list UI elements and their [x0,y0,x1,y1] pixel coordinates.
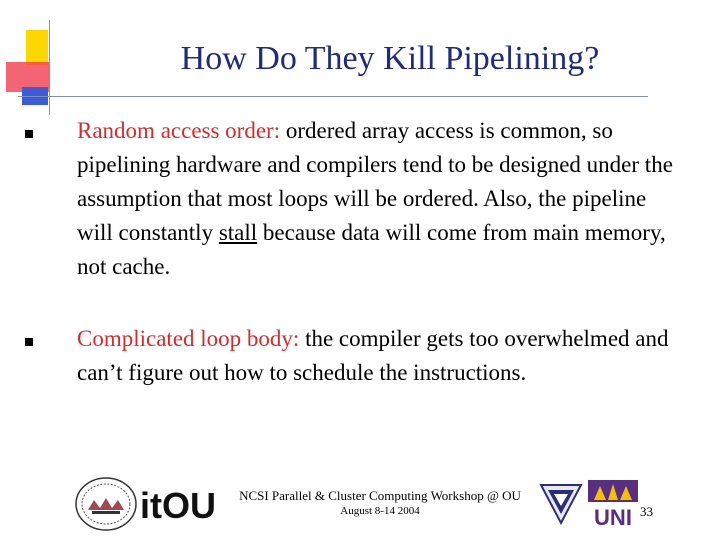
itou-logo-text: itOU [140,485,216,526]
title-underline [18,96,648,97]
bullet-text: ordered array access is common, so pipelining hardware and compilers tend to be designed under the assumption that most loops will be ordered. Also, the pipeline will constantly [77,118,673,245]
uni-logo [586,478,640,528]
bullet-text-end: because data will come from main memory, not cache. [77,220,666,279]
bullet-text: the compiler gets too overwhelmed and can’t figure out how to schedule the instructions. [77,326,669,385]
bullet-lead: Complicated loop body: [77,326,300,351]
bullet-item-random-access [77,114,677,284]
footer-workshop: NCSI Parallel & Cluster Computing Workshop @ OU [239,488,521,503]
footer [222,487,538,519]
slide-title: How Do They Kill Pipelining? [180,40,600,77]
bullet-lead: Random access order: [77,118,281,143]
itou-logo [140,480,216,526]
decor-yellow-square [26,30,48,65]
bullet-marker [25,338,33,346]
uni-logo-text: UNI [594,505,632,530]
stall-term: stall [218,220,258,245]
bullet-marker [25,130,33,138]
page-number: 33 [640,504,653,519]
ncsi-seal-logo [74,476,138,532]
decor-vertical-line [49,20,50,115]
bullet-item-loop-body [77,322,677,390]
triangle-shield-logo [538,480,584,526]
footer-date: August 8-14 2004 [340,505,420,517]
